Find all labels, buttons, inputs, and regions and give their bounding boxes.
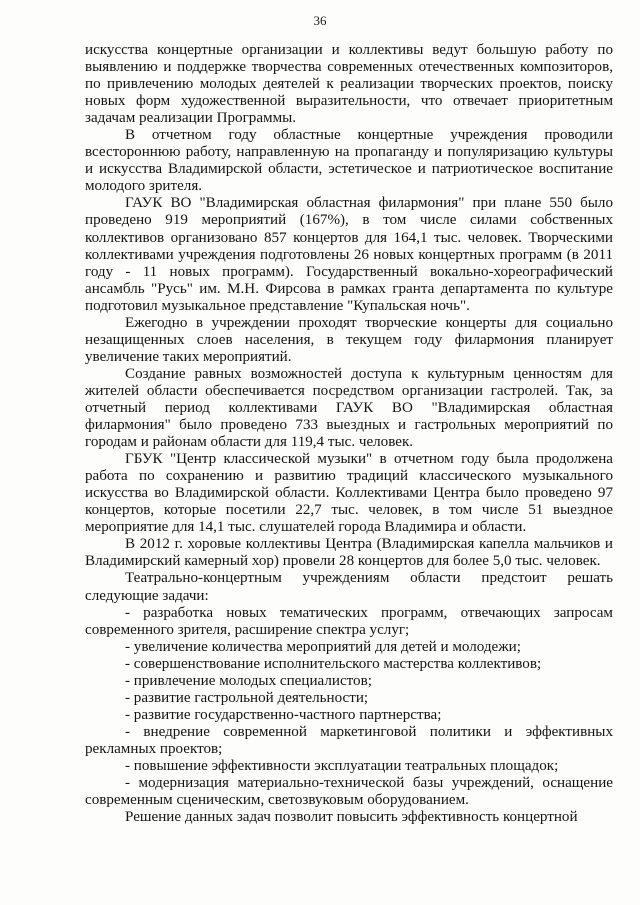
paragraph-classical-center: ГБУК "Центр классической музыки" в отчетном году была продолжена работа по сохранению и развитию традиций классического музыкального искусства во Владимирской области. Коллективами Центра было проведено 97 концертов, которые посетили 22,7 тыс. человек, в том числе 51 выездное мероприятие для 14,1 тыс. слушателей города Владимира и области. bbox=[85, 451, 613, 536]
task-item: - развитие гастрольной деятельности; bbox=[125, 689, 369, 706]
paragraph-philharmonic: ГАУК ВО "Владимирская областная филармония" при плане 550 было проведено 919 мероприятий (167%), в том числе силами собственных коллективов организовано 857 концертов для 164,1 тыс. человек. Творческими коллективами учреждения подготовлены 26 новых концертных программ (в 2011 году - 11 новых программ). Государственный вокально-хореографический ансамбль "Русь" им. М.Н. Фирсова в рамках гранта департамента по культуре подготовил музыкальное представление "Купальская ночь". bbox=[85, 195, 613, 314]
task-item: - увеличение количества мероприятий для детей и молодежи; bbox=[125, 638, 521, 655]
paragraph-choirs: В 2012 г. хоровые коллективы Центра (Владимирская капелла мальчиков и Владимирский камерный хор) провели 28 концертов для более 5,0 тыс. человек. bbox=[85, 536, 613, 570]
task-item: - привлечение молодых специалистов; bbox=[125, 672, 372, 689]
paragraph-regional-work: В отчетном году областные концертные учреждения проводили всестороннюю работу, направленную на пропаганду и популяризацию культуры и искусства Владимирской области, эстетическое и патриотическое воспитание молодого зрителя. bbox=[85, 127, 613, 195]
task-item: - совершенствование исполнительского мастерства коллективов; bbox=[125, 655, 542, 672]
document-body bbox=[85, 42, 613, 826]
task-item: - модернизация материально-технической базы учреждений, оснащение современным сценическим, светозвуковым оборудованием. bbox=[85, 775, 613, 809]
paragraph-closing: Решение данных задач позволит повысить эффективность концертной bbox=[125, 809, 578, 826]
task-item: - разработка новых тематических программ, отвечающих запросам современного зрителя, расширение спектра услуг; bbox=[85, 604, 613, 638]
paragraph-touring: Создание равных возможностей доступа к культурным ценностям для жителей области обеспечивается посредством организации гастролей. Так, за отчетный период коллективами ГАУК ВО "Владимирская областная филармония" было проведено 733 выездных и гастрольных мероприятий по городам и районам области для 119,4 тыс. человек. bbox=[85, 365, 613, 451]
page-number: 36 bbox=[313, 13, 327, 28]
paragraph-composers: искусства концертные организации и коллективы ведут большую работу по выявлению и поддержке творчества современных отечественных композиторов, по привлечению молодых деятелей к реализации творческих проектов, поиску новых форм художественной выразительности, что отвечает приоритетным задачам реализации Программы. bbox=[85, 42, 613, 127]
paragraph-social-concerts: Ежегодно в учреждении проходят творческие концерты для социально незащищенных слоев населения, в текущем году филармония планирует увеличение таких мероприятий. bbox=[85, 314, 613, 365]
paragraph-tasks-intro: Театрально-концертным учреждениям области предстоит решать следующие задачи: bbox=[85, 570, 613, 604]
task-item: - развитие государственно-частного партнерства; bbox=[125, 706, 442, 723]
task-item: - повышение эффективности эксплуатации театральных площадок; bbox=[125, 757, 559, 774]
task-item: - внедрение современной маркетинговой политики и эффективных рекламных проектов; bbox=[85, 723, 613, 757]
